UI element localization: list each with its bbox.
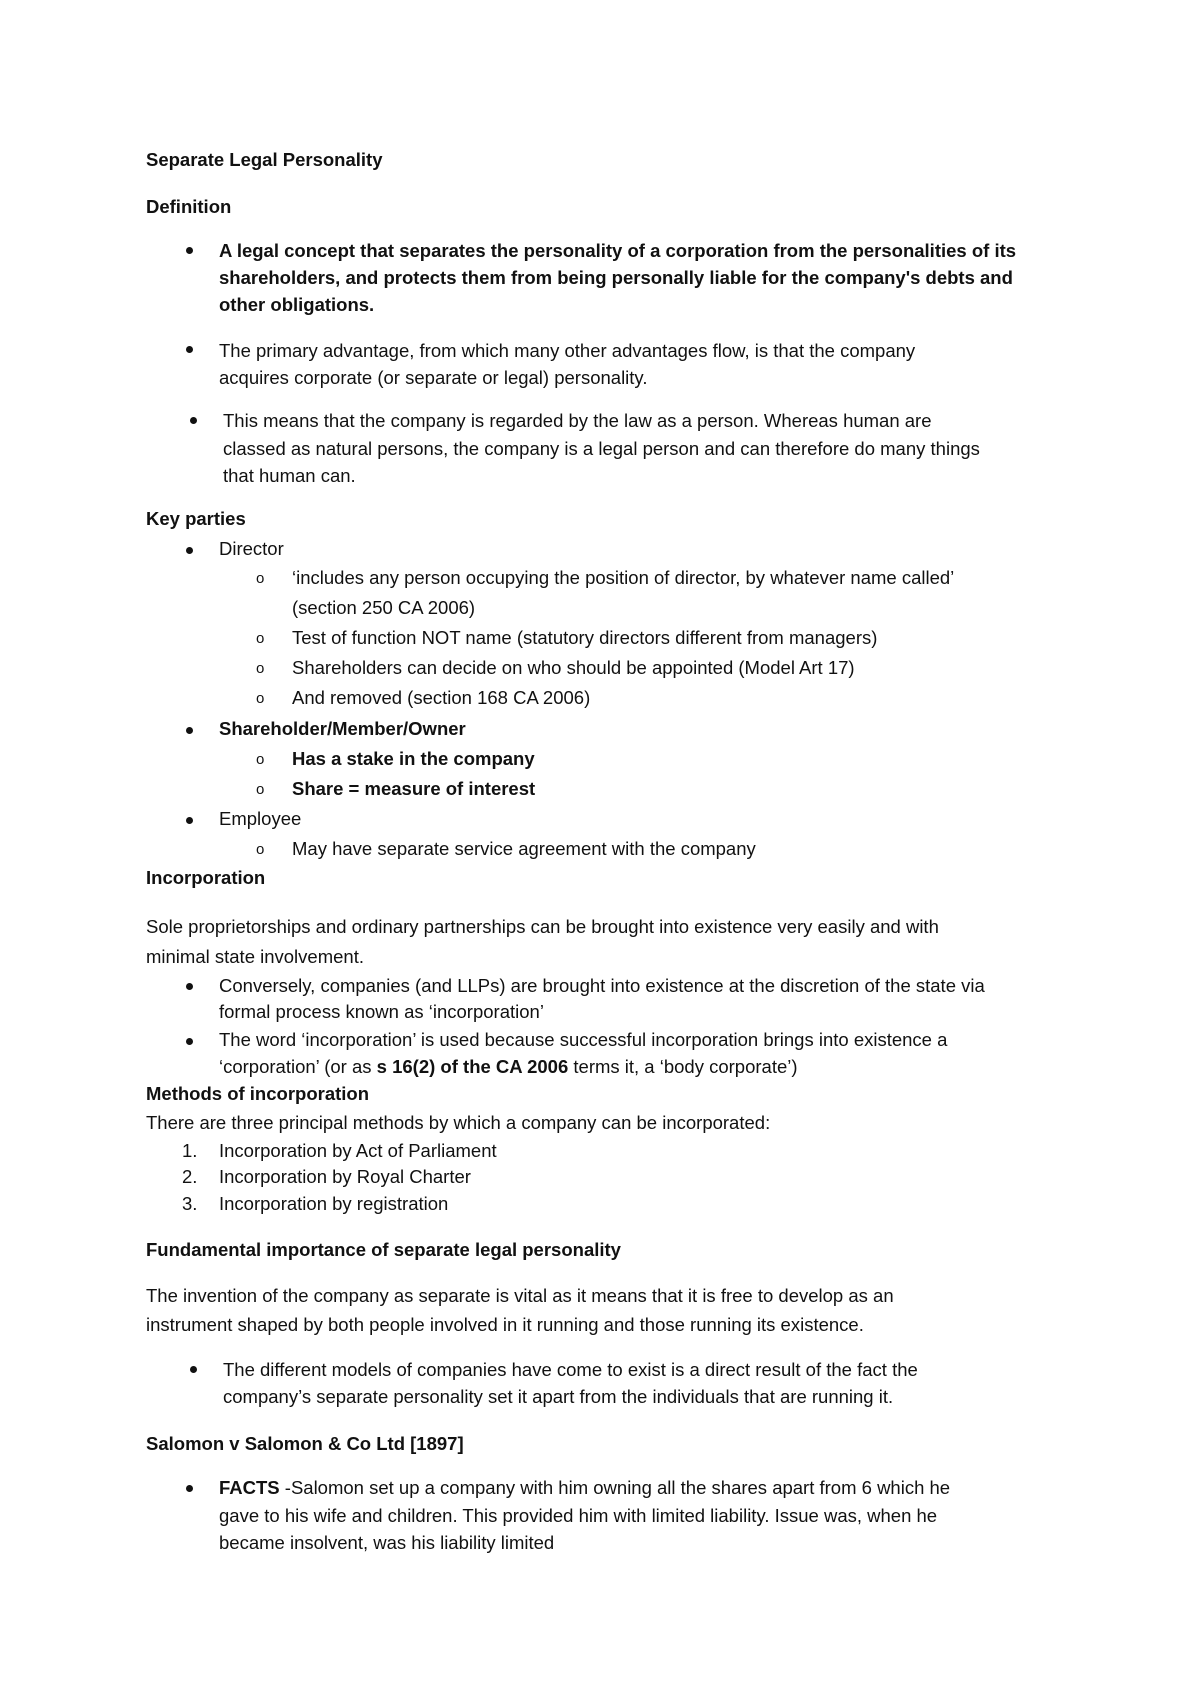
circle-bullet-icon: o: [256, 841, 265, 858]
fundamental-para-line-2: instrument shaped by both people involved in it running and those running its existence.: [146, 1314, 864, 1335]
incorporation-para-line-2: minimal state involvement.: [146, 946, 364, 967]
salomon-facts-line-1: [219, 1475, 950, 1501]
incorporation-item-1-line-1: Conversely, companies (and LLPs) are brought into existence at the discretion of the state via: [219, 975, 985, 996]
bullet-icon: [186, 727, 193, 734]
circle-bullet-icon: o: [256, 570, 265, 587]
statute-reference: s 16(2) of the CA 2006: [376, 1056, 569, 1077]
employee-label: Employee: [219, 808, 302, 829]
facts-label: FACTS: [219, 1477, 280, 1498]
definition-heading: Definition: [146, 196, 232, 217]
incorporation-item-2-text-c: terms it, a ‘body corporate’): [568, 1056, 798, 1077]
incorporation-item-2-line-1: The word ‘incorporation’ is used because successful incorporation brings into existence a: [219, 1029, 948, 1050]
salomon-facts-line-3: became insolvent, was his liability limited: [219, 1532, 555, 1553]
salomon-heading: Salomon v Salomon & Co Ltd [1897]: [146, 1433, 464, 1454]
method-1-number: 1.: [182, 1140, 198, 1161]
incorporation-heading: Incorporation: [146, 867, 266, 888]
bullet-icon: [186, 346, 193, 353]
definition-item-1-line-3: other obligations.: [219, 294, 375, 315]
director-sub-2: Test of function NOT name (statutory directors different from managers): [292, 627, 878, 648]
bullet-icon: [186, 547, 193, 554]
salomon-facts-text: -Salomon set up a company with him owning all the shares apart from 6 which he: [279, 1477, 951, 1498]
methods-heading: Methods of incorporation: [146, 1083, 370, 1104]
definition-item-2-line-1: The primary advantage, from which many other advantages flow, is that the company: [219, 340, 916, 361]
key-parties-heading: Key parties: [146, 508, 246, 529]
fundamental-item-line-2: company’s separate personality set it apart from the individuals that are running it.: [223, 1386, 894, 1407]
definition-item-3-line-2: classed as natural persons, the company is a legal person and can therefore do many things: [223, 438, 980, 459]
method-3-number: 3.: [182, 1193, 198, 1214]
circle-bullet-icon: o: [256, 660, 265, 677]
incorporation-item-2-text-a: ‘corporation’ (or as: [219, 1056, 377, 1077]
methods-intro: There are three principal methods by which a company can be incorporated:: [146, 1112, 771, 1133]
method-2-text: Incorporation by Royal Charter: [219, 1166, 471, 1187]
director-sub-1-line-2: (section 250 CA 2006): [292, 597, 476, 618]
shareholder-sub-2: Share = measure of interest: [292, 778, 536, 799]
bullet-icon: [190, 1366, 197, 1373]
circle-bullet-icon: o: [256, 781, 265, 798]
definition-item-2-line-2: acquires corporate (or separate or legal) personality.: [219, 367, 648, 388]
shareholder-label: Shareholder/Member/Owner: [219, 718, 466, 739]
shareholder-sub-1: Has a stake in the company: [292, 748, 535, 769]
director-sub-3: Shareholders can decide on who should be appointed (Model Art 17): [292, 657, 855, 678]
director-sub-4: And removed (section 168 CA 2006): [292, 687, 591, 708]
bullet-icon: [186, 1038, 193, 1045]
definition-item-1-line-2: shareholders, and protects them from being personally liable for the company's debts and: [219, 267, 1013, 288]
director-sub-1-line-1: ‘includes any person occupying the position of director, by whatever name called’: [292, 567, 955, 588]
bullet-icon: [186, 1485, 193, 1492]
salomon-facts-line-2: gave to his wife and children. This provided him with limited liability. Issue was, when he: [219, 1505, 938, 1526]
circle-bullet-icon: o: [256, 630, 265, 647]
circle-bullet-icon: o: [256, 690, 265, 707]
method-1-text: Incorporation by Act of Parliament: [219, 1140, 497, 1161]
definition-item-3-line-3: that human can.: [223, 465, 356, 486]
method-2-number: 2.: [182, 1166, 198, 1187]
fundamental-para-line-1: The invention of the company as separate is vital as it means that it is free to develop as an: [146, 1285, 894, 1306]
method-3-text: Incorporation by registration: [219, 1193, 449, 1214]
bullet-icon: [186, 817, 193, 824]
incorporation-item-1-line-2: formal process known as ‘incorporation’: [219, 1001, 544, 1022]
employee-sub-1: May have separate service agreement with the company: [292, 838, 756, 859]
director-label: Director: [219, 538, 284, 559]
bullet-icon: [186, 983, 193, 990]
doc-title: Separate Legal Personality: [146, 149, 383, 170]
circle-bullet-icon: o: [256, 751, 265, 768]
bullet-icon: [186, 247, 193, 254]
definition-item-3-line-1: This means that the company is regarded by the law as a person. Whereas human are: [223, 410, 932, 431]
fundamental-heading: Fundamental importance of separate legal personality: [146, 1239, 621, 1260]
bullet-icon: [190, 417, 197, 424]
incorporation-item-2-line-2: [219, 1054, 798, 1080]
incorporation-para-line-1: Sole proprietorships and ordinary partnerships can be brought into existence very easily and with: [146, 916, 939, 937]
definition-item-1-line-1: A legal concept that separates the personality of a corporation from the personalities of its: [219, 240, 1017, 261]
fundamental-item-line-1: The different models of companies have come to exist is a direct result of the fact the: [223, 1359, 918, 1380]
